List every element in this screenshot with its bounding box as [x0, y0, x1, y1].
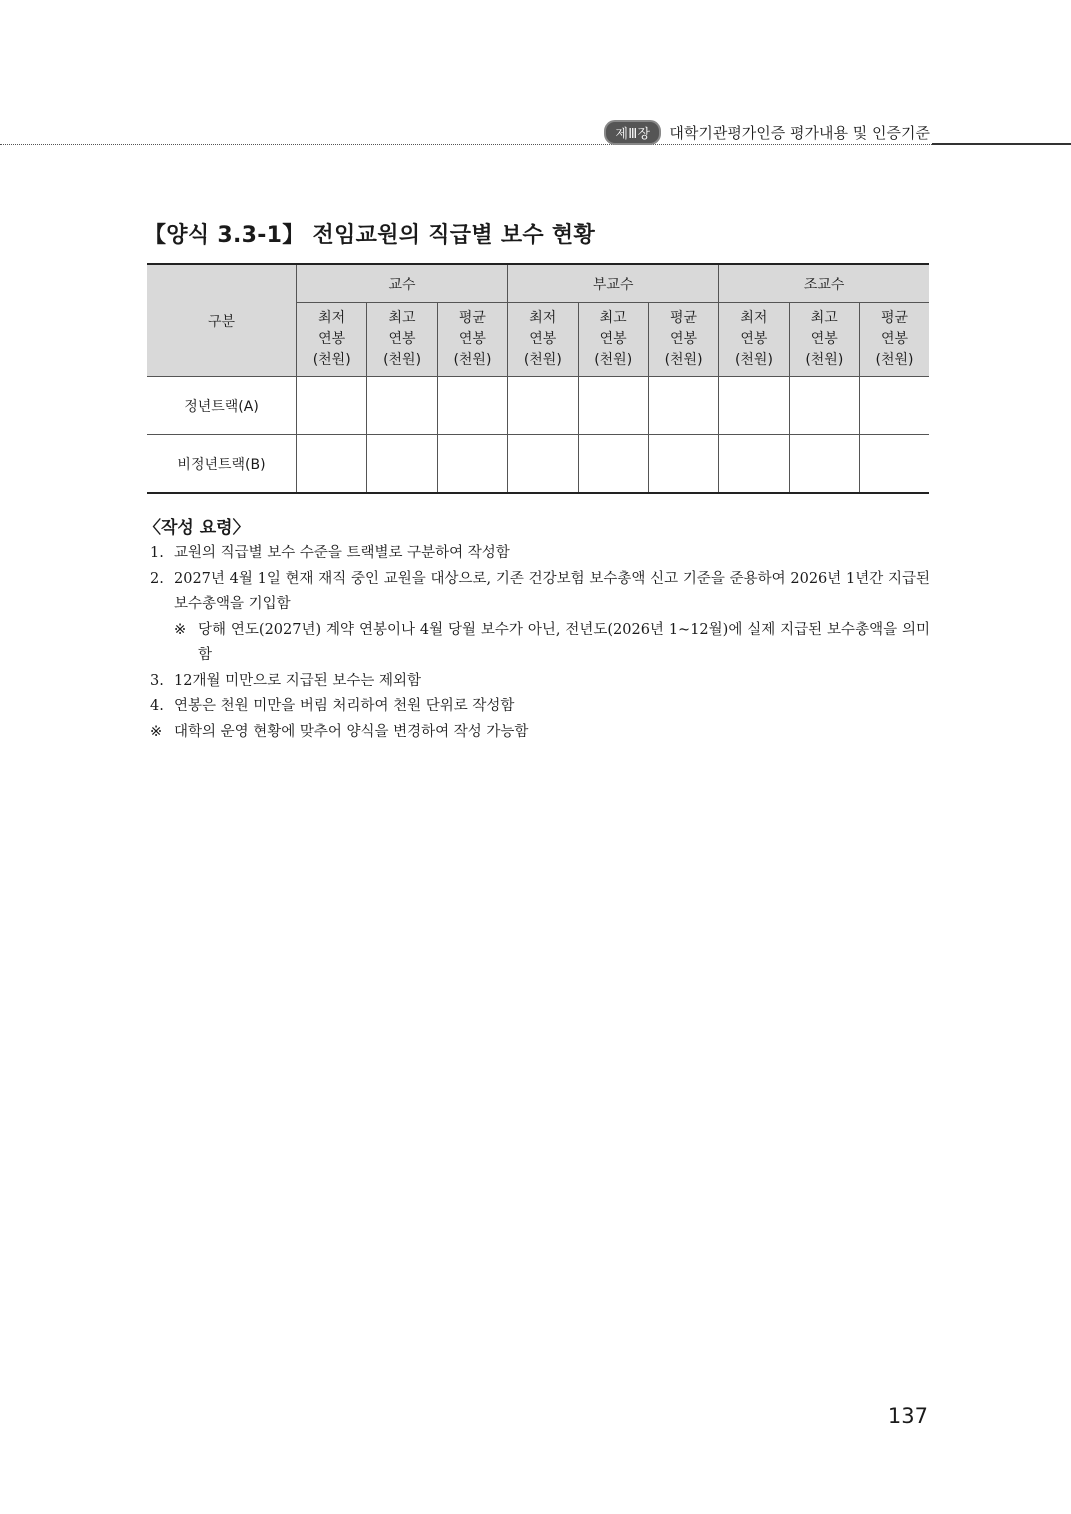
list-item: 4. 연봉은 천원 미만을 버림 처리하여 천원 단위로 작성함 [150, 698, 515, 714]
table-cell[interactable] [719, 377, 789, 435]
list-subitem-note: ※ 당해 연도(2027년) 계약 연봉이나 4월 당월 보수가 아닌, 전년도(2026년 1~12월)에 실제 지급된 보수총액을 의미함 [174, 621, 930, 663]
header-rule-thick [932, 143, 1071, 145]
row-label-non-tenure-track: 비정년트랙(B) [147, 435, 297, 494]
table-cell[interactable] [648, 377, 718, 435]
list-item: 3. 12개월 미만으로 지급된 보수는 제외함 [150, 672, 421, 689]
salary-table [147, 263, 929, 494]
form-title: 【양식 3.3-1】 전임교원의 직급별 보수 현황 [144, 223, 596, 248]
table-cell[interactable] [367, 377, 437, 435]
row-label-tenure-track: 정년트랙(A) [147, 377, 297, 435]
group-header-associate-professor: 부교수 [508, 264, 719, 303]
subheader-max-salary: 최고 연봉 (천원) [367, 303, 437, 377]
table-cell[interactable] [578, 435, 648, 494]
list-item: 1. 교원의 직급별 보수 수준을 트랙별로 구분하여 작성함 [150, 545, 510, 561]
list-item-note: ※ 대학의 운영 현황에 맞추어 양식을 변경하여 작성 가능함 [150, 723, 529, 740]
running-header-title: 대학기관평가인증 평가내용 및 인증기준 [669, 124, 930, 142]
subheader-max-salary: 최고 연봉 (천원) [578, 303, 648, 377]
table-cell[interactable] [297, 435, 367, 494]
chapter-badge: 제Ⅲ장 [604, 120, 661, 145]
table-row [147, 377, 929, 435]
table-cell[interactable] [297, 377, 367, 435]
table-cell[interactable] [437, 377, 507, 435]
subheader-min-salary: 최저 연봉 (천원) [719, 303, 789, 377]
table-cell[interactable] [578, 377, 648, 435]
list-item: 2. 2027년 4월 1일 현재 재직 중인 교원을 대상으로, 기존 건강보험 보수총액 신고 기준을 준용하여 2026년 1년간 지급된 보수총액을 기입함 [150, 570, 930, 612]
page-number: 137 [887, 1404, 928, 1428]
subheader-min-salary: 최저 연봉 (천원) [508, 303, 578, 377]
guide-list [150, 541, 930, 745]
group-header-professor: 교수 [297, 264, 508, 303]
running-header [604, 120, 930, 145]
table-cell[interactable] [860, 435, 930, 494]
subheader-avg-salary: 평균 연봉 (천원) [648, 303, 718, 377]
guide-title: 〈작성 요령〉 [144, 518, 250, 538]
table-cell[interactable] [648, 435, 718, 494]
subheader-min-salary: 최저 연봉 (천원) [297, 303, 367, 377]
table-cell[interactable] [367, 435, 437, 494]
table-cell[interactable] [508, 435, 578, 494]
table-cell[interactable] [719, 435, 789, 494]
subheader-avg-salary: 평균 연봉 (천원) [860, 303, 930, 377]
table-cell[interactable] [789, 435, 859, 494]
table-cell[interactable] [508, 377, 578, 435]
table-cell[interactable] [437, 435, 507, 494]
table-cell[interactable] [789, 377, 859, 435]
table-cell[interactable] [860, 377, 930, 435]
table-row [147, 435, 929, 494]
category-header: 구분 [147, 264, 297, 377]
subheader-avg-salary: 평균 연봉 (천원) [437, 303, 507, 377]
group-header-assistant-professor: 조교수 [719, 264, 929, 303]
subheader-max-salary: 최고 연봉 (천원) [789, 303, 859, 377]
